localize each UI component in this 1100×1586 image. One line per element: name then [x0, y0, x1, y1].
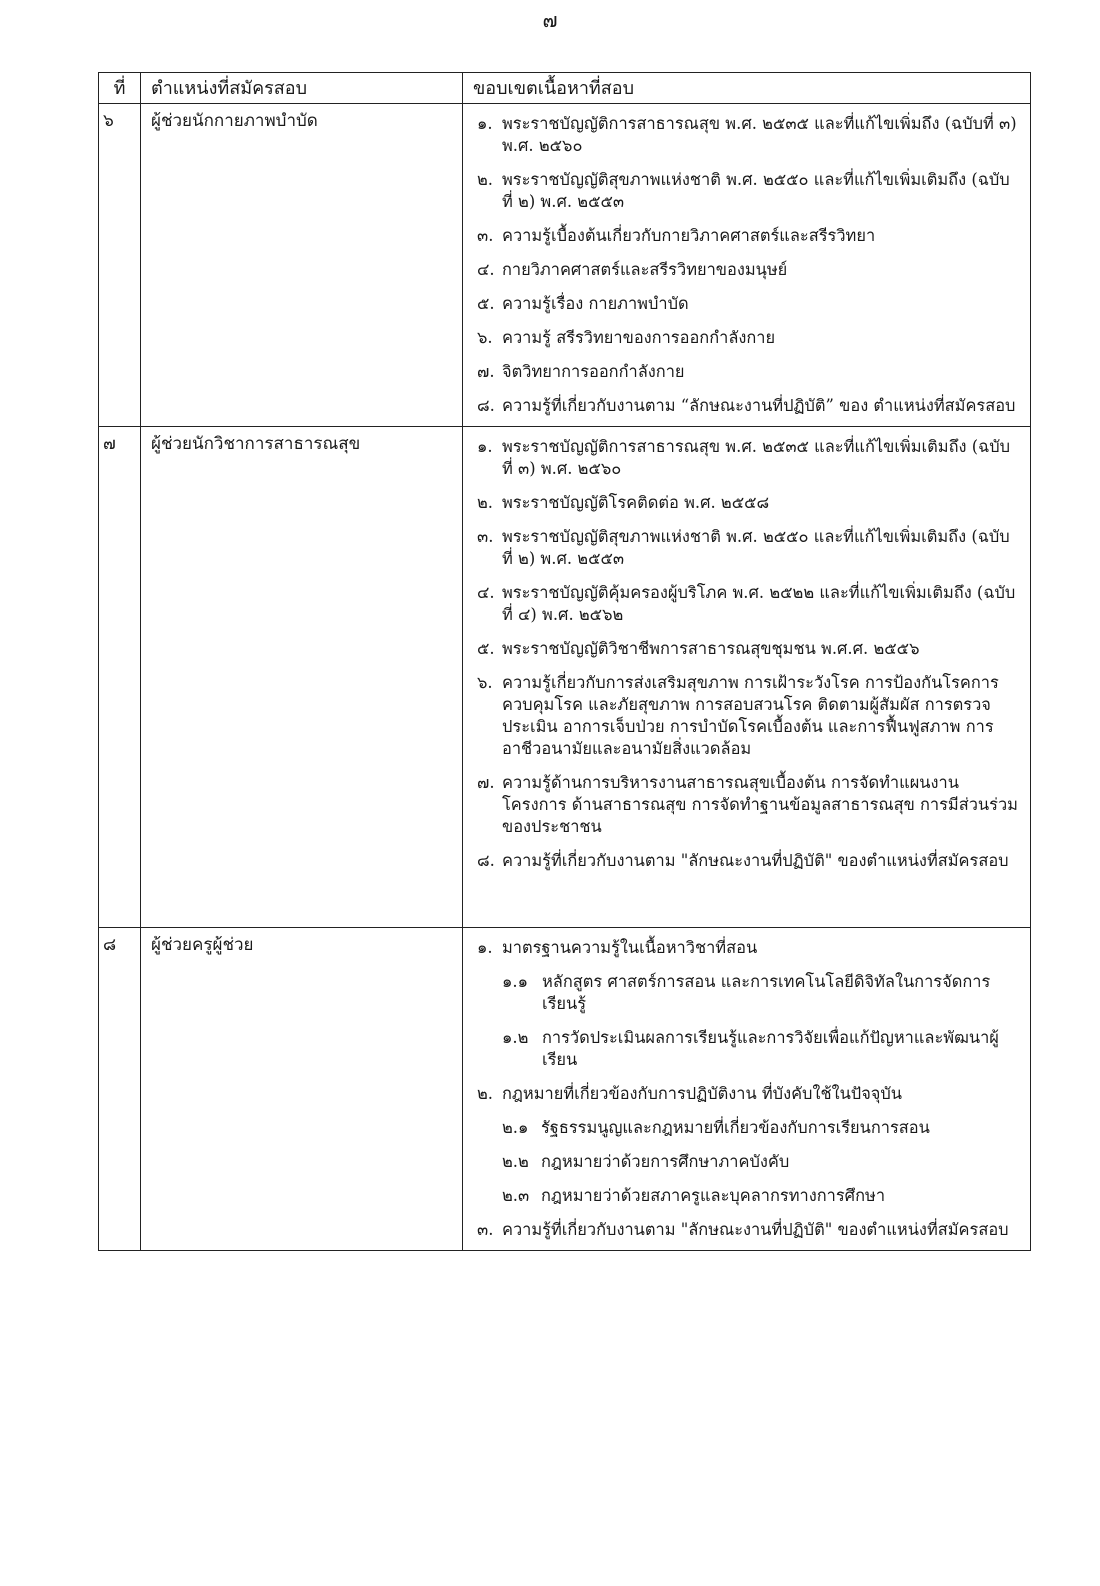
- item-text: พระราชบัญญัติสุขภาพแห่งชาติ พ.ศ. ๒๕๕๐ และที่แก้ไขเพิ่มเติมถึง (ฉบับที่ ๒) พ.ศ. ๒๕๕๓: [502, 527, 1010, 568]
- item-number: ๒.๓: [502, 1186, 530, 1205]
- item-number: ๓.: [477, 527, 494, 546]
- list-item: [477, 389, 1020, 423]
- sub-list-item: [477, 1179, 1020, 1213]
- table-row: [99, 928, 1031, 1251]
- item-text: พระราชบัญญัติสุขภาพแห่งชาติ พ.ศ. ๒๕๕๐ และที่แก้ไขเพิ่มเติมถึง (ฉบับที่ ๒) พ.ศ. ๒๕๕๓: [502, 170, 1010, 211]
- header-scope: ขอบเขตเนื้อหาที่สอบ: [463, 73, 1031, 104]
- sub-list-item: [477, 965, 1020, 1021]
- list-item: [477, 666, 1020, 766]
- item-text: การวัดประเมินผลการเรียนรู้และการวิจัยเพื่อแก้ปัญหาและพัฒนาผู้เรียน: [542, 1028, 999, 1069]
- item-number: ๘.: [477, 396, 495, 415]
- item-text: พระราชบัญญัติคุ้มครองผู้บริโภค พ.ศ. ๒๕๒๒ และที่แก้ไขเพิ่มเติมถึง (ฉบับที่ ๔) พ.ศ. ๒๕๖๒: [502, 583, 1016, 624]
- item-number: ๔.: [477, 260, 495, 279]
- item-text: ความรู้ที่เกี่ยวกับงานตาม "ลักษณะงานที่ปฏิบัติ" ของตำแหน่งที่สมัครสอบ: [502, 851, 1009, 870]
- item-number: ๖.: [477, 673, 493, 692]
- list-item: [477, 287, 1020, 321]
- item-text: จิตวิทยาการออกกำลังกาย: [502, 362, 685, 381]
- item-text: พระราชบัญญัติโรคติดต่อ พ.ศ. ๒๕๕๘: [502, 493, 770, 512]
- item-text: ความรู้ สรีรวิทยาของการออกกำลังกาย: [502, 328, 776, 347]
- list-item: [477, 766, 1020, 844]
- item-number: ๕.: [477, 639, 495, 658]
- exam-scope-table: [98, 72, 1031, 1251]
- sub-list-item: [477, 1111, 1020, 1145]
- list-item: [477, 1213, 1020, 1247]
- sub-list-item: [477, 1145, 1020, 1179]
- scope-list: [477, 430, 1020, 878]
- position-name: ผู้ช่วยนักกายภาพบำบัด: [141, 104, 463, 427]
- sub-list-item: [477, 1021, 1020, 1077]
- item-number: ๘.: [477, 851, 495, 870]
- position-name: ผู้ช่วยนักวิชาการสาธารณสุข: [141, 427, 463, 928]
- item-text: รัฐธรรมนูญและกฎหมายที่เกี่ยวข้องกับการเรียนการสอน: [541, 1118, 930, 1137]
- item-text: กฎหมายว่าด้วยการศึกษาภาคบังคับ: [541, 1152, 790, 1171]
- list-item: [477, 430, 1020, 486]
- item-number: ๗.: [477, 362, 495, 381]
- list-item: [477, 576, 1020, 632]
- item-number: ๕.: [477, 294, 495, 313]
- item-number: ๒.: [477, 170, 494, 189]
- position-name: ผู้ช่วยครูผู้ช่วย: [141, 928, 463, 1251]
- item-text: พระราชบัญญัติการสาธารณสุข พ.ศ. ๒๕๓๕ และที่แก้ไขเพิ่มเติมถึง (ฉบับที่ ๓) พ.ศ. ๒๕๖๐: [502, 437, 1011, 478]
- item-text: หลักสูตร ศาสตร์การสอน และการเทคโนโลยีดิจิทัลในการจัดการเรียนรู้: [542, 972, 991, 1013]
- scope-cell: [463, 104, 1031, 427]
- item-number: ๗.: [477, 773, 495, 792]
- item-number: ๔.: [477, 583, 495, 602]
- item-text: มาตรฐานความรู้ในเนื้อหาวิชาที่สอน: [502, 938, 758, 957]
- scope-cell: [463, 928, 1031, 1251]
- list-item: [477, 632, 1020, 666]
- item-text: ความรู้ที่เกี่ยวกับงานตาม "ลักษณะงานที่ปฏิบัติ" ของตำแหน่งที่สมัครสอบ: [502, 1220, 1009, 1239]
- row-number: ๘: [99, 928, 141, 1251]
- item-text: ความรู้เกี่ยวกับการส่งเสริมสุขภาพ การเฝ้าระวังโรค การป้องกันโรคการควบคุมโรค และภัยสุขภาพ การสอบสวนโรค ติดตามผู้สัมผัส การตรวจประเมิน อาการเจ็บป่วย การบำบัดโรคเบื้องต้น และการฟื้นฟูสภาพ การอาชีวอนามัยและอนามัยสิ่งแวดล้อม: [502, 673, 999, 758]
- scope-cell: [463, 427, 1031, 928]
- table-row: [99, 427, 1031, 928]
- item-text: กฎหมายว่าด้วยสภาครูและบุคลากรทางการศึกษา: [541, 1186, 886, 1205]
- header-position: ตำแหน่งที่สมัครสอบ: [141, 73, 463, 104]
- list-item: [477, 355, 1020, 389]
- row-spacer: [477, 878, 1020, 924]
- header-no: ที่: [99, 73, 141, 104]
- item-number: ๖.: [477, 328, 493, 347]
- item-number: ๑.: [477, 437, 493, 456]
- row-number: ๗: [99, 427, 141, 928]
- item-number: ๒.: [477, 1084, 494, 1103]
- item-text: พระราชบัญญัติการสาธารณสุข พ.ศ. ๒๕๓๕ และที่แก้ไขเพิ่มถึง (ฉบับที่ ๓) พ.ศ. ๒๕๖๐: [502, 114, 1017, 155]
- item-number: ๑.: [477, 938, 493, 957]
- item-number: ๑.๑: [502, 972, 529, 991]
- item-text: ความรู้ด้านการบริหารงานสาธารณสุขเบื้องต้น การจัดทำแผนงานโครงการ ด้านสาธารณสุข การจัดทำฐานข้อมูลสาธารณสุข การมีส่วนร่วมของประชาชน: [502, 773, 1018, 836]
- item-number: ๒.: [477, 493, 494, 512]
- list-item: [477, 520, 1020, 576]
- item-text: ความรู้เรื่อง กายภาพบำบัด: [502, 294, 689, 313]
- list-item: [477, 163, 1020, 219]
- table-row: [99, 104, 1031, 427]
- table-header-row: [99, 73, 1031, 104]
- item-number: ๑.๒: [502, 1028, 529, 1047]
- list-item: [477, 253, 1020, 287]
- scope-list: [477, 931, 1020, 1247]
- list-item: [477, 219, 1020, 253]
- item-text: กายวิภาคศาสตร์และสรีรวิทยาของมนุษย์: [502, 260, 788, 279]
- item-number: ๒.๒: [502, 1152, 529, 1171]
- item-number: ๒.๑: [502, 1118, 529, 1137]
- item-text: กฎหมายที่เกี่ยวข้องกับการปฏิบัติงาน ที่บังคับใช้ในปัจจุบัน: [502, 1084, 903, 1103]
- item-number: ๑.: [477, 114, 493, 133]
- page-number: ๗: [542, 8, 558, 32]
- list-item: [477, 486, 1020, 520]
- list-item: [477, 844, 1020, 878]
- row-number: ๖: [99, 104, 141, 427]
- item-number: ๓.: [477, 226, 494, 245]
- item-text: ความรู้ที่เกี่ยวกับงานตาม “ลักษณะงานที่ปฏิบัติ” ของ ตำแหน่งที่สมัครสอบ: [502, 396, 1016, 415]
- list-item: [477, 321, 1020, 355]
- list-item: [477, 931, 1020, 965]
- item-text: พระราชบัญญัติวิชาชีพการสาธารณสุขชุมชน พ.ศ.ศ. ๒๕๕๖: [502, 639, 920, 658]
- item-number: ๓.: [477, 1220, 494, 1239]
- list-item: [477, 107, 1020, 163]
- item-text: ความรู้เบื้องต้นเกี่ยวกับกายวิภาคศาสตร์และสรีรวิทยา: [502, 226, 876, 245]
- scope-list: [477, 107, 1020, 423]
- list-item: [477, 1077, 1020, 1111]
